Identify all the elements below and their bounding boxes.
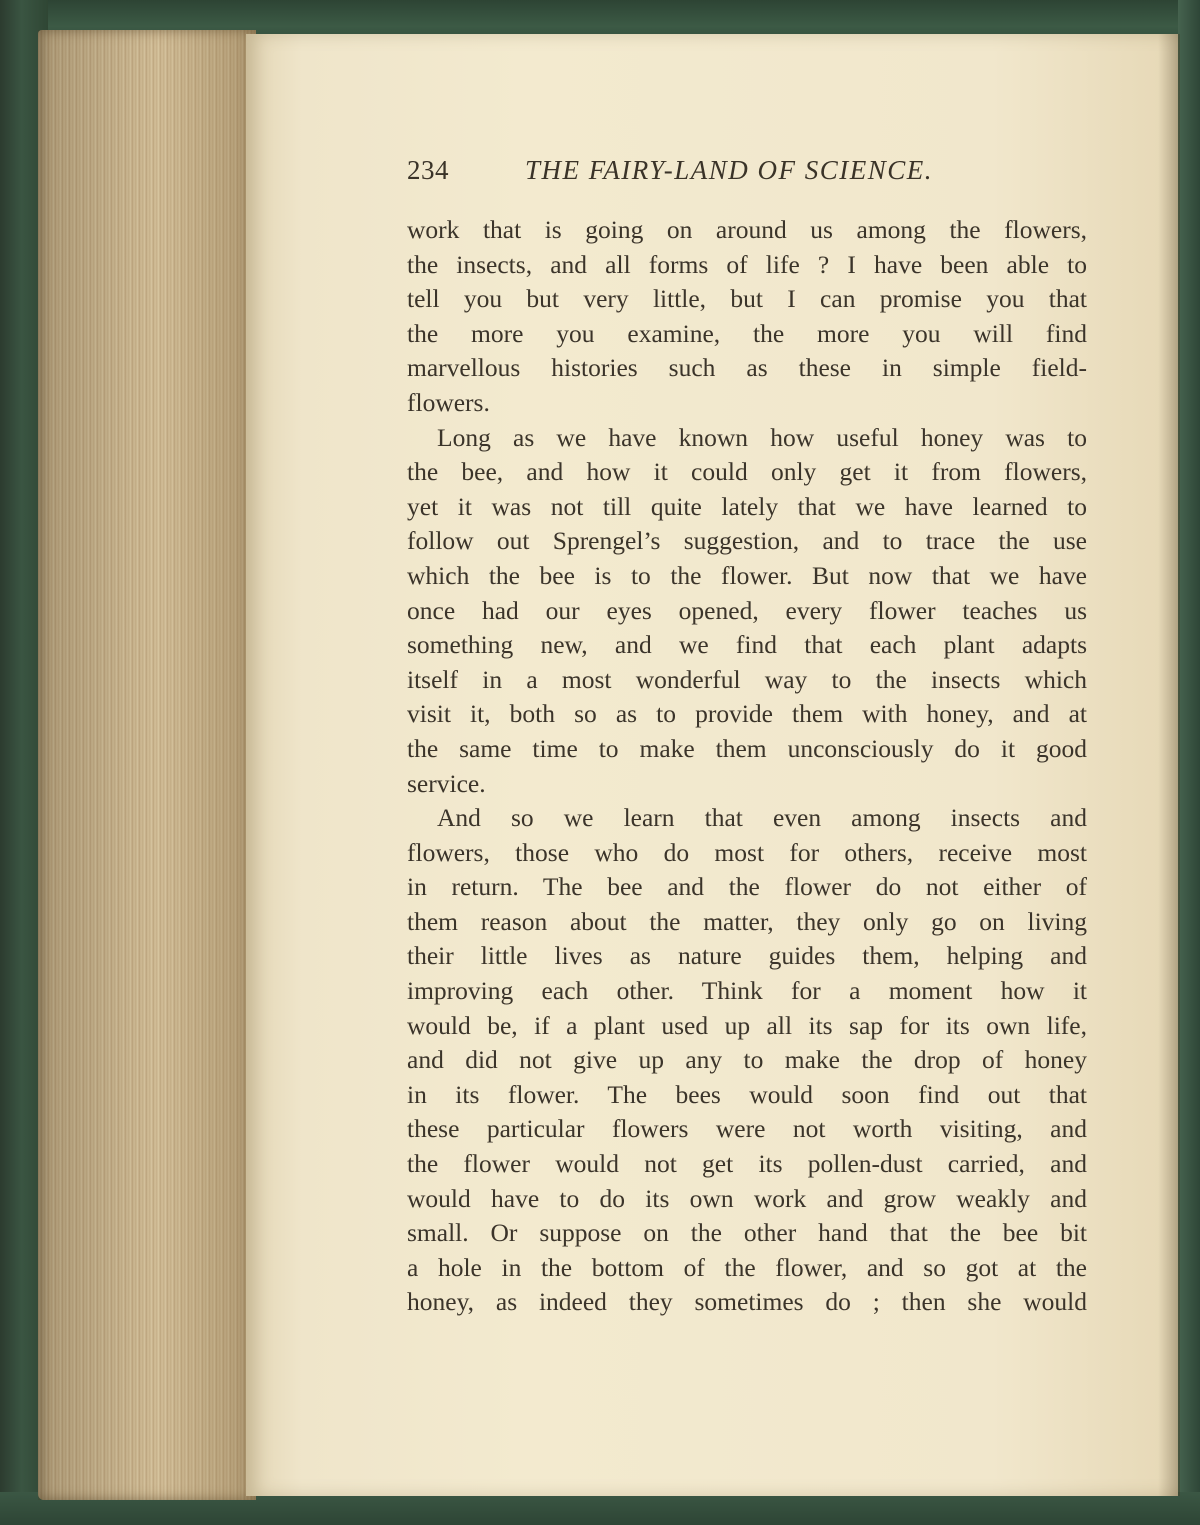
- text-line: in its flower. The bees would soon find out that: [407, 1079, 1087, 1109]
- text-line: work that is going on around us among the flowers,: [407, 215, 1087, 244]
- running-title: THE FAIRY-LAND OF SCIENCE.: [525, 155, 934, 185]
- text-line: small. Or suppose on the other hand that the bee bit: [407, 1218, 1087, 1248]
- book-cover-right-edge: [1178, 0, 1200, 1525]
- text-line: the same time to make them unconsciously do it good: [407, 733, 1087, 763]
- running-head: [407, 155, 1087, 195]
- text-line: in return. The bee and the flower do not either of: [407, 872, 1087, 902]
- text-line: would have to do its own work and grow weakly and: [407, 1183, 1087, 1213]
- text-line: the more you examine, the more you will find: [407, 318, 1087, 348]
- text-line: Long as we have known how useful honey was to: [437, 422, 1087, 452]
- text-line: visit it, both so as to provide them with honey, and at: [407, 699, 1087, 729]
- text-line: and did not give up any to make the drop of honey: [407, 1045, 1087, 1075]
- text-line: flowers, those who do most for others, receive most: [407, 837, 1087, 867]
- paragraph-3: [407, 801, 1087, 1320]
- text-line: the insects, and all forms of life ? I have been able to: [407, 249, 1087, 279]
- body-text: [407, 213, 1087, 1320]
- text-line: tell you but very little, but I can promise you that: [407, 284, 1087, 314]
- text-line: And so we learn that even among insects and: [437, 803, 1087, 833]
- page-gutter-shadow: [1158, 34, 1180, 1496]
- text-line: a hole in the bottom of the flower, and so got at the: [407, 1252, 1087, 1282]
- text-line: something new, and we find that each plant adapts: [407, 630, 1087, 660]
- text-line: would be, if a plant used up all its sap for its own life,: [407, 1010, 1087, 1040]
- text-line: their little lives as nature guides them, helping and: [407, 941, 1087, 971]
- text-line: flowers.: [407, 387, 490, 417]
- text-line: service.: [407, 768, 486, 798]
- page-edges-shading: [38, 30, 256, 1500]
- paragraph-1: [407, 213, 1087, 421]
- text-line: marvellous histories such as these in simple field-: [407, 353, 1087, 383]
- text-line: once had our eyes opened, every flower teaches us: [407, 595, 1087, 625]
- text-line: the flower would not get its pollen-dust carried, and: [407, 1149, 1087, 1179]
- text-line: them reason about the matter, they only go on living: [407, 906, 1087, 936]
- text-line: improving each other. Think for a moment how it: [407, 976, 1087, 1006]
- text-line: honey, as indeed they sometimes do ; then she would: [407, 1287, 1087, 1317]
- text-line: which the bee is to the flower. But now that we have: [407, 560, 1087, 590]
- text-line: the bee, and how it could only get it from flowers,: [407, 457, 1087, 487]
- text-line: itself in a most wonderful way to the insects which: [407, 664, 1087, 694]
- text-line: these particular flowers were not worth visiting, and: [407, 1114, 1087, 1144]
- text-line: yet it was not till quite lately that we have learned to: [407, 491, 1087, 521]
- text-line: follow out Sprengel’s suggestion, and to trace the use: [407, 526, 1087, 556]
- paragraph-2: [407, 421, 1087, 802]
- page-number: 234: [407, 155, 449, 185]
